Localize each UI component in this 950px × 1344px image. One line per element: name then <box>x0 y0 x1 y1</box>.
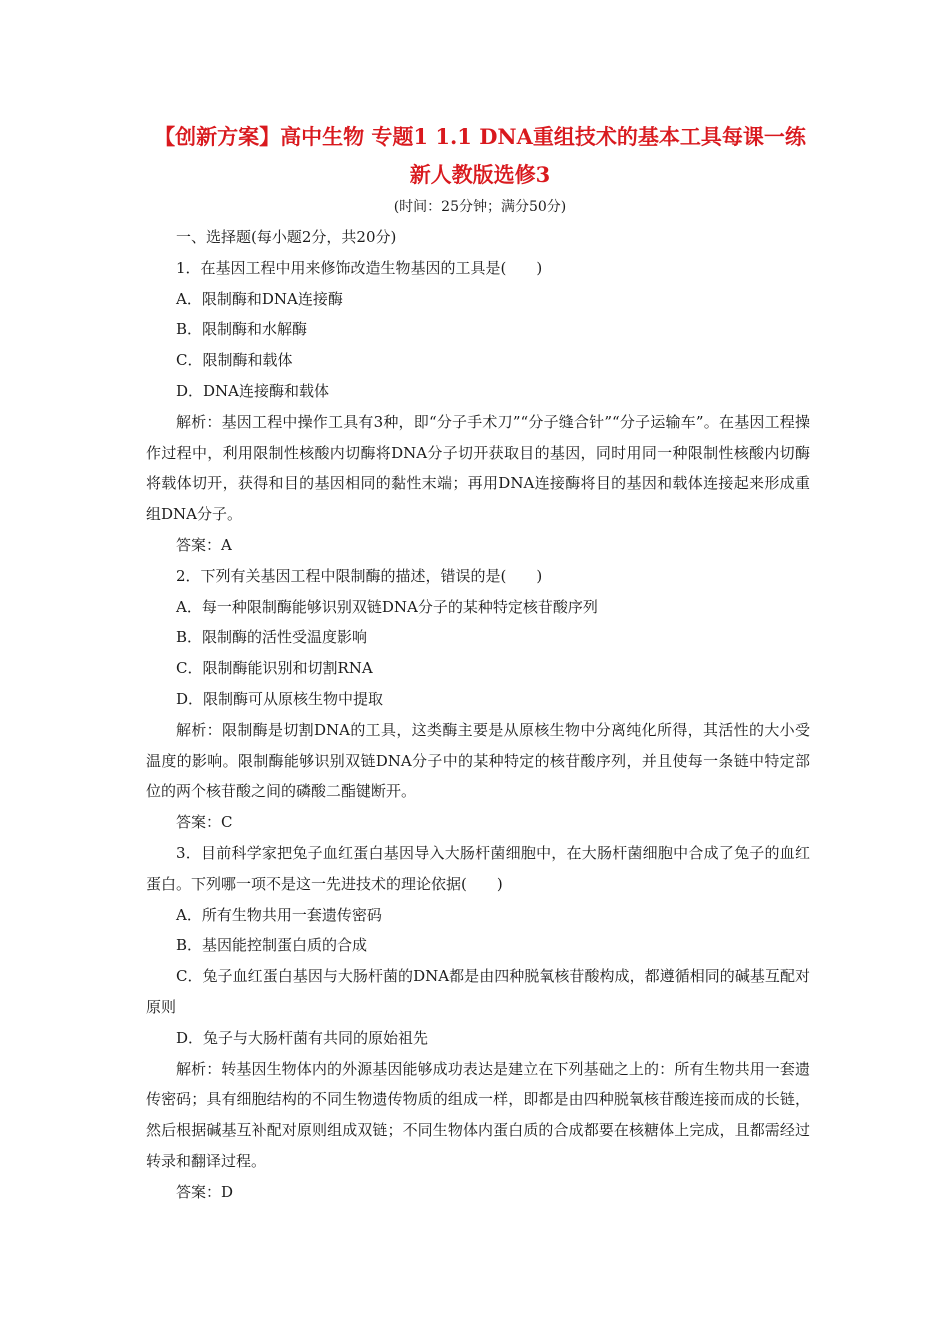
option-a: A．每一种限制酶能够识别双链DNA分子的某种特定核苷酸序列 <box>176 597 598 616</box>
analysis: 解析：限制酶是切割DNA的工具，这类酶主要是从原核生物中分离纯化所得，其活性的大小受温度的影响。限制酶能够识别双链DNA分子中的某种特定的核苷酸序列，并且使每一条链中特定部位的两个核苷酸之间的磷酸二酯键断开。 <box>146 720 810 801</box>
answer: 答案：D <box>176 1182 234 1201</box>
option-d: D．兔子与大肠杆菌有共同的原始祖先 <box>176 1028 429 1047</box>
question-1 <box>146 253 810 561</box>
option-c: C．限制酶能识别和切割RNA <box>176 659 373 678</box>
answer: 答案：C <box>176 813 233 832</box>
option-b: B．基因能控制蛋白质的合成 <box>176 936 368 955</box>
section-heading: 一、选择题(每小题2分，共20分) <box>176 228 397 246</box>
option-d: D．限制酶可从原核生物中提取 <box>176 689 384 708</box>
option-d: D．DNA连接酶和载体 <box>176 381 330 400</box>
question-stem: 3．目前科学家把兔子血红蛋白基因导入大肠杆菌细胞中，在大肠杆菌细胞中合成了兔子的血红蛋白。下列哪一项不是这一先进技术的理论依据( ) <box>146 843 810 893</box>
document-title: 【创新方案】高中生物 专题1 1.1 DNA重组技术的基本工具每课一练 新人教版选修3 <box>154 124 806 187</box>
question-stem: 1．在基因工程中用来修饰改造生物基因的工具是( ) <box>176 258 543 277</box>
option-c: C．兔子血红蛋白基因与大肠杆菌的DNA都是由四种脱氧核苷酸构成，都遵循相同的碱基互配对原则 <box>146 967 810 1016</box>
question-2 <box>146 561 810 838</box>
analysis: 解析：基因工程中操作工具有3种，即“分子手术刀”“分子缝合针”“分子运输车”。在基因工程操作过程中，利用限制性核酸内切酶将DNA分子切开获取目的基因，同时用同一种限制性核酸内切酶将载体切开，获得和目的基因相同的黏性末端；再用DNA连接酶将目的基因和载体连接起来形成重组DNA分子。 <box>146 412 810 524</box>
analysis: 解析：转基因生物体内的外源基因能够成功表达是建立在下列基础之上的：所有生物共用一套遗传密码；具有细胞结构的不同生物遗传物质的组成一样，即都是由四种脱氧核苷酸连接而成的长链，然后根据碱基互补配对原则组成双链；不同生物体内蛋白质的合成都要在核糖体上完成，且都需经过转录和翻译过程。 <box>146 1059 810 1170</box>
option-b: B．限制酶的活性受温度影响 <box>176 628 368 647</box>
option-b: B．限制酶和水解酶 <box>176 320 308 339</box>
option-a: A．所有生物共用一套遗传密码 <box>176 905 382 924</box>
option-a: A．限制酶和DNA连接酶 <box>176 289 343 308</box>
time-info: (时间：25分钟；满分50分) <box>393 199 567 215</box>
option-c: C．限制酶和载体 <box>176 351 293 370</box>
answer: 答案：A <box>176 535 232 554</box>
question-3 <box>146 838 810 1208</box>
question-stem: 2．下列有关基因工程中限制酶的描述，错误的是( ) <box>176 566 543 585</box>
document-body <box>146 222 810 1208</box>
